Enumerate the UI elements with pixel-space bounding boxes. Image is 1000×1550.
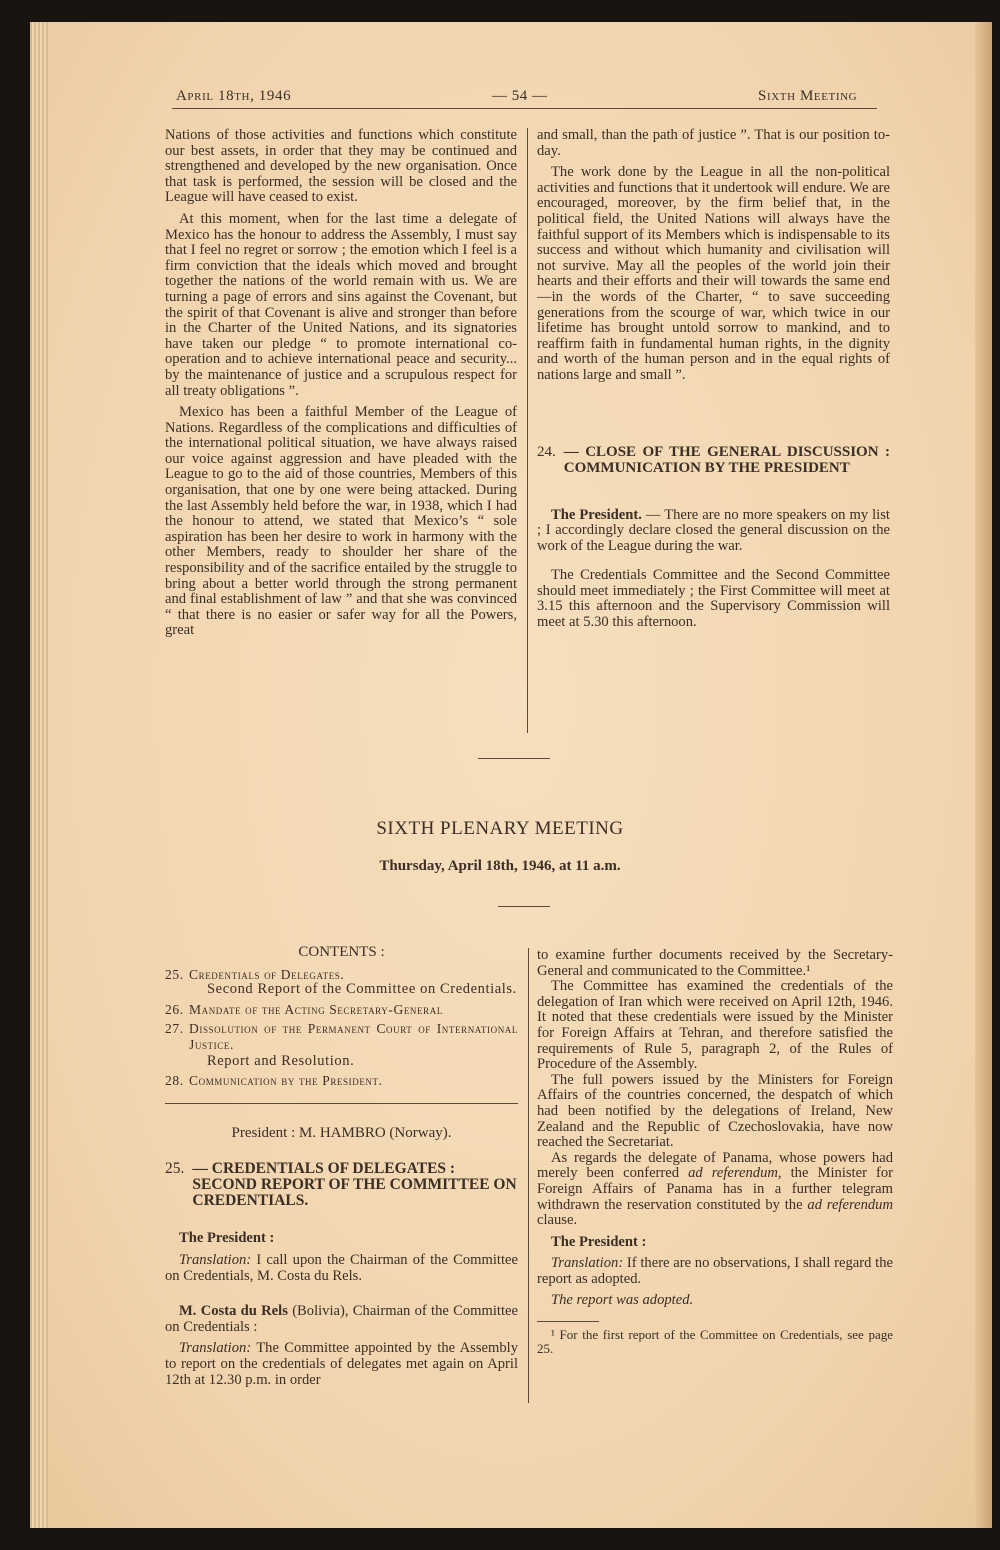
speaker: The President : xyxy=(179,1230,275,1247)
paragraph: The Committee has examined the credentials of the delegation of Iran which were received on April 12th, 1946. It noted that these credentials were issued by the Minister for Foreign Affairs at Tehran, and therefore satisfied the requirements of Rule 5, paragraph 2, of the Rules of Procedure of the Assembly. xyxy=(537,978,893,1073)
section-number: 24. xyxy=(537,443,556,460)
adopted-note xyxy=(537,1293,893,1309)
paragraph: Nations of those activities and functions which constitute our best assets, in order that they may be continued and strengthened and developed by the new organisation. Once that task is performed, the session will be closed and the League will have ceased to exist. xyxy=(165,127,517,206)
column-rule xyxy=(527,128,528,733)
paragraph: The work done by the League in all the non-political activities and functions that it undertook will endure. We are encouraged, moreover, by the firm belief that, in the political field, the United Nations will always have the faithful support of its Members which is indispensable to its success and without which humanity and civilisation will not survive. May all the peoples of the world join their hearts and their efforts and their will towards the same end—in the words of the Charter, “ to save succeeding generations from the scourge of war, which twice in our lifetime has brought untold sorrow to mankind, and to reaffirm faith in fundamental human rights, in the dignity and worth of the human person and in the equal rights of nations large and small ”. xyxy=(537,164,890,383)
speaker-line xyxy=(537,1235,893,1251)
text: The report was adopted. xyxy=(551,1292,694,1309)
translation-label: Translation: xyxy=(179,1340,252,1357)
contents-item xyxy=(165,1073,518,1089)
section-number: 25. xyxy=(165,1160,185,1178)
header-meeting: Sixth Meeting xyxy=(758,88,858,104)
item-title: Credentials of Delegates. xyxy=(189,966,345,982)
paragraph: The full powers issued by the Ministers for Foreign Affairs of the countries concerned, the despatch of which had been notified by the delegations of Ireland, New Zealand and the Republic of Czechoslovakia, have now reached the Secretariat. xyxy=(537,1071,893,1151)
section-title: — CLOSE OF THE GENERAL DISCUSSION : COMMUNICATION BY THE PRESIDENT xyxy=(563,443,890,476)
item-number: 27. xyxy=(165,1021,184,1037)
speaker: M. Costa du Rels xyxy=(179,1303,288,1320)
separator xyxy=(478,758,550,759)
paragraph: to examine further documents received by the Secretary-General and communicated to the Committee.¹ xyxy=(537,947,893,979)
column-rule xyxy=(528,948,529,1403)
header-page-number: — 54 — xyxy=(492,88,548,104)
header-date: April 18th, 1946 xyxy=(176,88,292,104)
text: If there are no observations, I shall regard the report as adopted. xyxy=(537,1255,893,1287)
text: clause. xyxy=(537,1212,578,1229)
item-title: Dissolution of the Permanent Court of International Justice. xyxy=(189,1021,518,1052)
section-title: — CREDENTIALS OF DELEGATES : SECOND REPORT OF THE COMMITTEE ON CREDENTIALS. xyxy=(192,1160,517,1210)
left-column xyxy=(165,128,517,639)
separator xyxy=(498,906,550,907)
paragraph: At this moment, when for the last time a delegate of Mexico has the honour to address the Assembly, I must say that I feel no regret or sorrow ; the emotion which I feel is a firm conviction that the ideals which moved and brought together the nations of the world remain with us. We are turning a page of errors and sins against the Covenant, but the spirit of that Covenant is alive and stronger than before in the Charter of the United Nations, and its signatories have taken our pledge “ to promote international co-operation and to achieve international peace and security... by the maintenance of justice and a scrupulous respect for all treaty obligations ”. xyxy=(165,210,517,399)
paragraph xyxy=(537,508,890,555)
item-title: Communication by the President. xyxy=(189,1073,383,1089)
text: (Bolivia), Chairman of the Committee on Credentials : xyxy=(165,1303,518,1335)
meeting-title: SIXTH PLENARY MEETING xyxy=(376,818,624,839)
section-24-heading xyxy=(537,444,890,476)
paragraph xyxy=(165,1304,518,1335)
meeting-date: Thursday, April 18th, 1946, at 11 a.m. xyxy=(379,858,621,874)
page-stack-edge xyxy=(30,22,48,1528)
left-lower-column xyxy=(165,945,518,1388)
item-number: 28. xyxy=(165,1073,184,1089)
right-column xyxy=(537,128,890,631)
right-lower-column xyxy=(537,948,893,1356)
paragraph xyxy=(165,1253,518,1284)
paragraph: Mexico has been a faithful Member of the League of Nations. Regardless of the complications and difficulties of the international political situation, we have always raised our voice against aggression and have pleaded with the League to go to the aid of those countries, Members of this organisation, that one by one were being attacked. During the last Assembly held before the war, in 1938, which I had the honour to attend, we stated that Mexico’s “ sole aspiration has been her desire to work in harmony with the other Members, ready to shoulder her share of the responsibility and of the sacrifice entailed by the struggle to bring about a better world through the strong permanent and final establishment of law ” and that she was convinced “ that there is no easier or safer way for all the Powers, great xyxy=(165,404,517,639)
text: ad referendum, xyxy=(688,1165,782,1182)
section-25-heading xyxy=(165,1161,518,1209)
paragraph: The Credentials Committee and the Second Committee should meet immediately ; the First Committee will meet at 3.15 this afternoon and the Supervisory Commission will meet at 5.30 this afternoon. xyxy=(537,567,890,631)
president-line: President : M. HAMBRO (Norway). xyxy=(231,1124,452,1141)
paragraph xyxy=(537,1151,893,1229)
translation-label: Translation: xyxy=(551,1255,624,1272)
contents-item xyxy=(165,967,518,998)
speaker: The President. xyxy=(551,506,642,523)
text: the Minister for Foreign Affairs of Panama has in a further telegram withdrawn the reservation constituted by the xyxy=(537,1165,893,1213)
footnote-rule xyxy=(537,1321,599,1322)
header-rule xyxy=(172,108,877,109)
text: ad referendum xyxy=(807,1196,894,1213)
item-sub: Report and Resolution. xyxy=(207,1052,355,1069)
paragraph: and small, than the path of justice ”. That is our position to-day. xyxy=(537,127,890,159)
paragraph xyxy=(165,1341,518,1388)
text: The Committee appointed by the Assembly to report on the credentials of delegates met again on April 12th at 12.30 p.m. in order xyxy=(165,1340,519,1388)
paragraph xyxy=(537,1256,893,1287)
footnote: ¹ For the first report of the Committee on Credentials, see page 25. xyxy=(537,1327,893,1357)
translation-label: Translation: xyxy=(179,1251,252,1268)
item-number: 26. xyxy=(165,1001,184,1017)
item-title: Mandate of the Acting Secretary-General xyxy=(189,1001,443,1017)
speaker: The President : xyxy=(551,1233,647,1250)
text: I call upon the Chairman of the Committee on Credentials, M. Costa du Rels. xyxy=(165,1251,518,1284)
contents-item xyxy=(165,1002,518,1018)
item-sub: Second Report of the Committee on Credentials. xyxy=(207,981,517,998)
item-number: 25. xyxy=(165,966,184,982)
text: As regards the delegate of Panama, whose powers had merely been conferred xyxy=(537,1149,893,1182)
contents-list xyxy=(165,967,518,1089)
contents-title: CONTENTS : xyxy=(298,944,385,960)
page-shadow-edge xyxy=(975,22,992,1528)
text: — There are no more speakers on my list ; I accordingly declare closed the general discussion on the work of the League during the war. xyxy=(537,506,890,554)
speaker-line xyxy=(165,1231,518,1247)
contents-rule xyxy=(165,1103,518,1104)
contents-item xyxy=(165,1021,518,1069)
